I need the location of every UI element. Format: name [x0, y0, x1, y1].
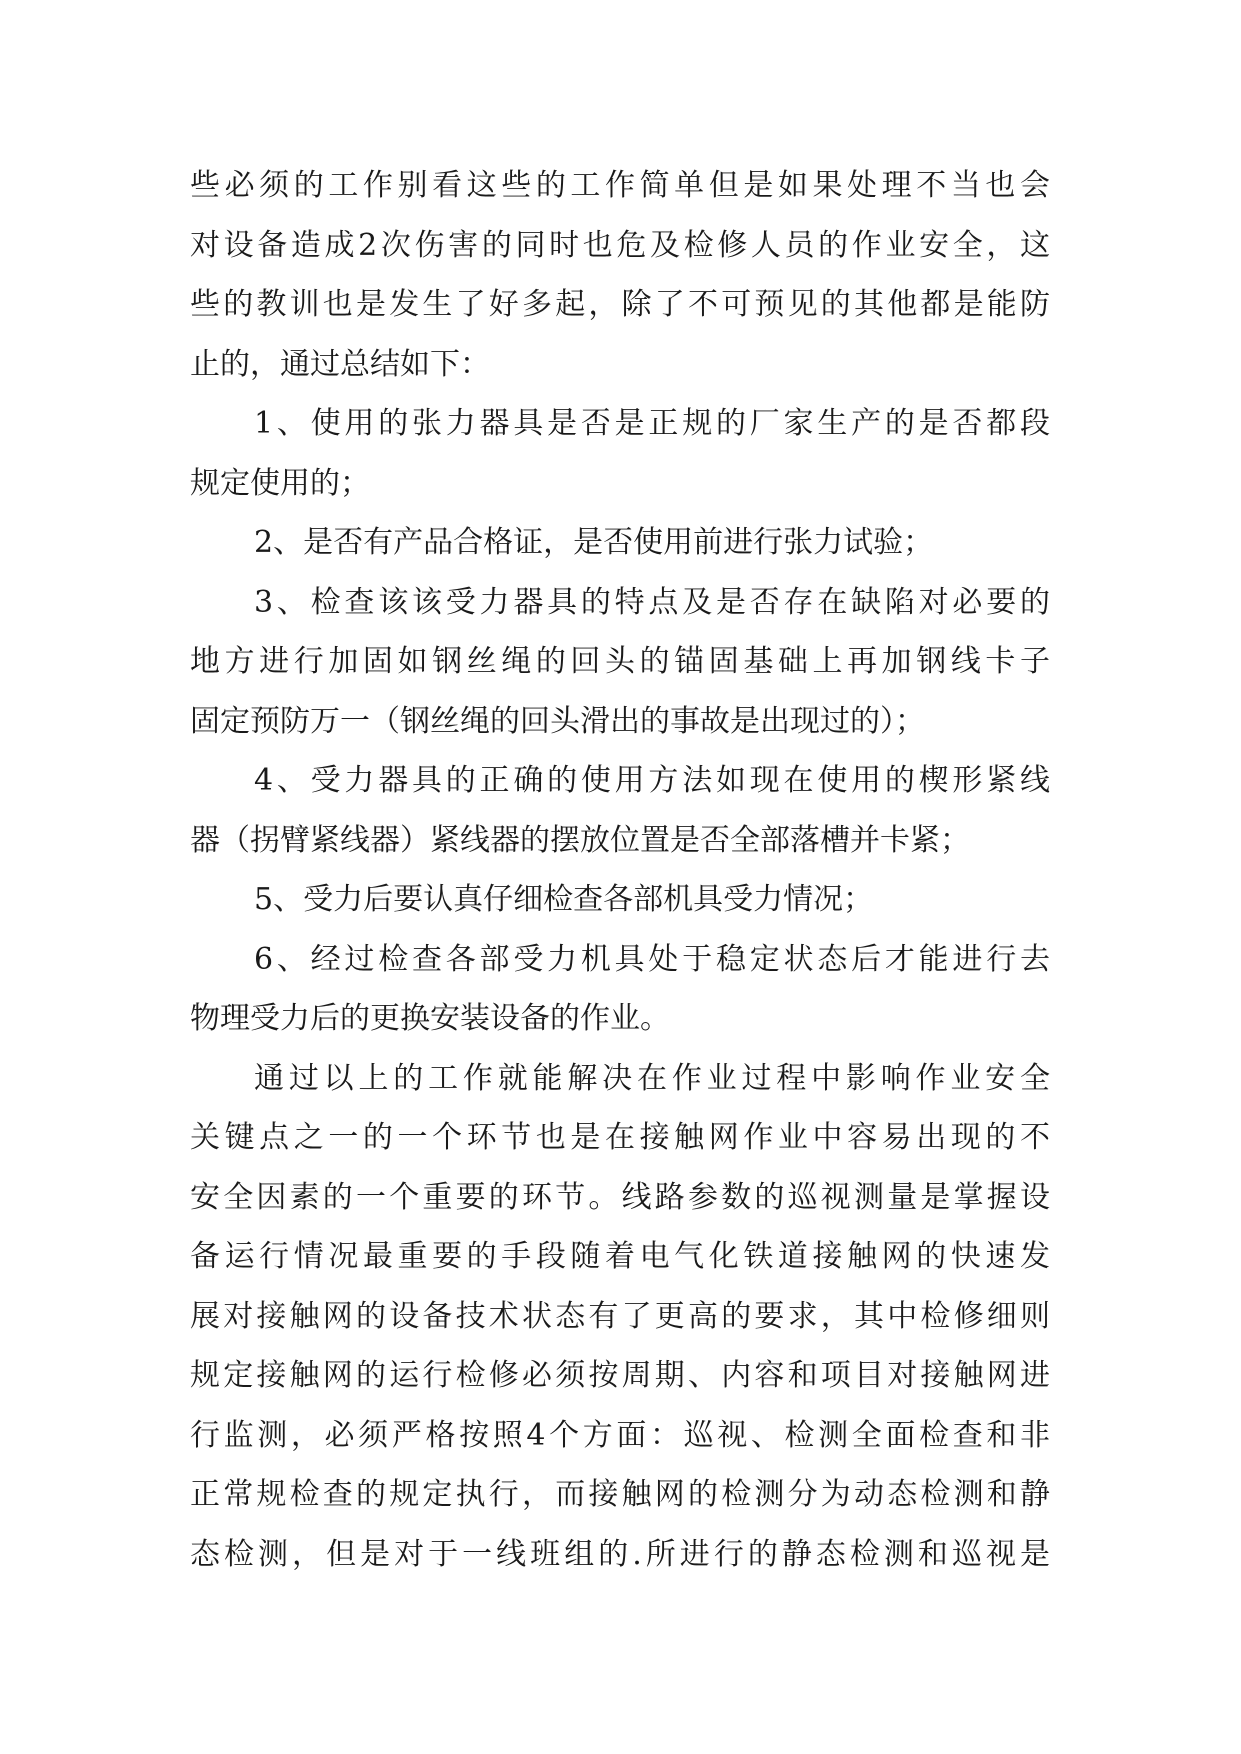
text-line: 对设备造成2次伤害的同时也危及检修人员的作业安全，这	[190, 227, 1050, 263]
text-line: 1、使用的张力器具是否是正规的厂家生产的是否都段	[254, 406, 1050, 441]
text-line: 安全因素的一个重要的环节。线路参数的巡视测量是掌握设	[190, 1179, 1050, 1215]
text-line: 2、是否有产品合格证，是否使用前进行张力试验；	[254, 525, 934, 560]
text-line: 3、检查该该受力器具的特点及是否存在缺陷对必要的	[254, 584, 1050, 620]
text-line: 6、经过检查各部受力机具处于稳定状态后才能进行去	[254, 941, 1050, 977]
text-line: 规定使用的；	[190, 465, 370, 501]
text-line: 器（拐臂紧线器）紧线器的摆放位置是否全部落槽并卡紧；	[190, 822, 970, 858]
text-line: 地方进行加固如钢丝绳的回头的锚固基础上再加钢线卡子	[190, 644, 1050, 679]
text-line: 通过以上的工作就能解决在作业过程中影响作业安全	[254, 1060, 1050, 1096]
text-line: 固定预防万一（钢丝绳的回头滑出的事故是出现过的）；	[190, 703, 925, 739]
text-line: 备运行情况最重要的手段随着电气化铁道接触网的快速发	[190, 1239, 1050, 1274]
document-body	[190, 156, 1050, 1584]
text-line: 规定接触网的运行检修必须按周期、内容和项目对接触网进	[190, 1358, 1050, 1393]
text-line: 关键点之一的一个环节也是在接触网作业中容易出现的不	[190, 1120, 1050, 1155]
text-line: 态检测，但是对于一线班组的.所进行的静态检测和巡视是	[190, 1536, 1050, 1572]
text-line: 物理受力后的更换安装设备的作业。	[190, 1001, 670, 1036]
text-line: 4、受力器具的正确的使用方法如现在使用的楔形紧线	[254, 763, 1050, 798]
text-line: 正常规检查的规定执行，而接触网的检测分为动态检测和静	[190, 1477, 1050, 1512]
text-line: 止的，通过总结如下：	[190, 346, 490, 382]
text-line: 些必须的工作别看这些的工作简单但是如果处理不当也会	[190, 168, 1050, 203]
text-line: 行监测，必须严格按照4个方面：巡视、检测全面检查和非	[190, 1417, 1050, 1453]
text-line: 展对接触网的设备技术状态有了更高的要求，其中检修细则	[190, 1298, 1050, 1334]
text-line: 5、受力后要认真仔细检查各部机具受力情况；	[254, 882, 874, 917]
text-line: 些的教训也是发生了好多起，除了不可预见的其他都是能防	[190, 287, 1050, 322]
